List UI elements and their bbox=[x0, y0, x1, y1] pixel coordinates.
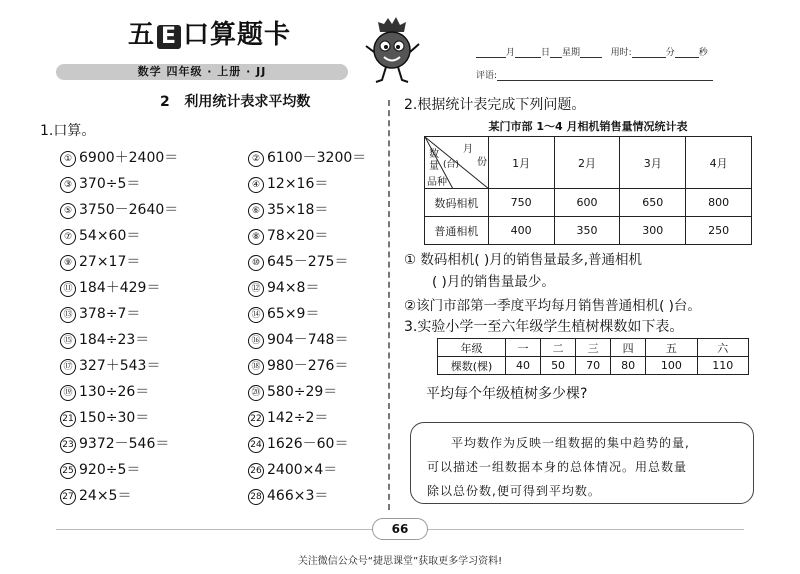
brand-e-logo: E bbox=[157, 25, 181, 49]
problem: 24 1626－60＝ bbox=[248, 434, 348, 454]
table-cell: 棵数(棵) bbox=[438, 357, 506, 375]
table-cell: 750 bbox=[488, 189, 554, 217]
month-header: 2月 bbox=[554, 137, 620, 189]
time-label: 用时: bbox=[610, 48, 632, 58]
question-2-part-1a: ① 数码相机( )月的销售量最多,普通相机 bbox=[404, 252, 643, 268]
table-cell: 80 bbox=[611, 357, 646, 375]
problem: 26 2400×4＝ bbox=[248, 460, 337, 480]
sales-table-title: 某门市部 1～4 月相机销售量情况统计表 bbox=[488, 120, 688, 133]
tip-line: 可以描述一组数据本身的总体情况。用总数量 bbox=[427, 460, 688, 474]
table-cell: 250 bbox=[686, 217, 752, 245]
tip-line: 除以总份数,便可得到平均数。 bbox=[427, 484, 601, 498]
table-cell: 600 bbox=[554, 189, 620, 217]
table-cell: 70 bbox=[576, 357, 611, 375]
minute-blank[interactable] bbox=[632, 48, 666, 58]
table-header-row bbox=[438, 339, 749, 357]
table-cell: 100 bbox=[646, 357, 697, 375]
problem: ⑲ 130÷26＝ bbox=[60, 382, 149, 402]
comment-field bbox=[476, 68, 713, 81]
question-3-prompt: 平均每个年级植树多少棵? bbox=[426, 386, 588, 402]
problem: ⑨ 27×17＝ bbox=[60, 252, 140, 272]
table-row bbox=[425, 217, 752, 245]
table-cell: 650 bbox=[620, 189, 686, 217]
problem: 21 150÷30＝ bbox=[60, 408, 149, 428]
tip-box bbox=[410, 422, 754, 504]
table-row bbox=[425, 189, 752, 217]
weekday-blank[interactable] bbox=[580, 48, 602, 58]
brand-post: 口算题卡 bbox=[183, 20, 292, 50]
table-cell: 800 bbox=[686, 189, 752, 217]
problem: ① 6900＋2400＝ bbox=[60, 148, 178, 168]
table-cell: 110 bbox=[697, 357, 748, 375]
table-cell: 300 bbox=[620, 217, 686, 245]
problem: 25 920÷5＝ bbox=[60, 460, 140, 480]
problem: ⑭ 65×9＝ bbox=[248, 304, 319, 324]
grade-band: 数学 四年级 · 上册 · JJ bbox=[56, 64, 348, 80]
problem: ⑧ 78×20＝ bbox=[248, 226, 328, 246]
row-label: 普通相机 bbox=[425, 217, 489, 245]
day-blank[interactable] bbox=[515, 48, 541, 58]
problem: 27 24×5＝ bbox=[60, 486, 131, 506]
problem: ⑬ 378÷7＝ bbox=[60, 304, 140, 324]
question-3-title: 3.实验小学一至六年级学生植树棵数如下表。 bbox=[404, 319, 684, 335]
question-2-title: 2.根据统计表完成下列问题。 bbox=[404, 97, 586, 113]
problem: ⑩ 645－275＝ bbox=[248, 252, 348, 272]
tip-line: 平均数作为反映一组数据的集中趋势的量, bbox=[451, 436, 690, 450]
problem: ⑦ 54×60＝ bbox=[60, 226, 140, 246]
problem: ⑮ 184÷23＝ bbox=[60, 330, 149, 350]
problem: ⑤ 3750－2640＝ bbox=[60, 200, 178, 220]
brand-pre: 五 bbox=[128, 20, 156, 50]
page-number: 66 bbox=[372, 518, 428, 540]
tree-table bbox=[437, 338, 749, 375]
sales-table bbox=[424, 136, 752, 245]
month-blank[interactable] bbox=[476, 48, 506, 58]
problem: ⑯ 904－748＝ bbox=[248, 330, 348, 350]
problem: 23 9372－546＝ bbox=[60, 434, 169, 454]
question-1-title: 1.口算。 bbox=[40, 123, 96, 139]
problem: ⑰ 327＋543＝ bbox=[60, 356, 160, 376]
question-2-part-2: ②该门市部第一季度平均每月销售普通相机( )台。 bbox=[404, 298, 701, 314]
problem: ⑱ 980－276＝ bbox=[248, 356, 348, 376]
table-cell: 四 bbox=[611, 339, 646, 357]
month-header: 1月 bbox=[488, 137, 554, 189]
comment-blank[interactable] bbox=[497, 71, 713, 81]
table-corner-cell: 月 数 份 量 (台) 品种 bbox=[425, 137, 489, 189]
table-cell: 一 bbox=[506, 339, 541, 357]
mascot-icon bbox=[362, 16, 422, 86]
date-fields: 月 日 星期 用时: 分 秒 bbox=[476, 45, 708, 58]
question-2-part-1b: ( )月的销售量最少。 bbox=[432, 274, 555, 290]
problem: ⑳ 580÷29＝ bbox=[248, 382, 337, 402]
problem: 28 466×3＝ bbox=[248, 486, 328, 506]
table-cell: 350 bbox=[554, 217, 620, 245]
table-cell: 三 bbox=[576, 339, 611, 357]
table-cell: 五 bbox=[646, 339, 697, 357]
row-label: 数码相机 bbox=[425, 189, 489, 217]
table-cell: 400 bbox=[488, 217, 554, 245]
month-header: 3月 bbox=[620, 137, 686, 189]
comment-label: 评语: bbox=[476, 71, 498, 81]
table-cell: 年级 bbox=[438, 339, 506, 357]
problem: ⑥ 35×18＝ bbox=[248, 200, 328, 220]
lesson-title: 2 利用统计表求平均数 bbox=[160, 94, 311, 110]
problem: ⑪ 184＋429＝ bbox=[60, 278, 160, 298]
table-cell: 40 bbox=[506, 357, 541, 375]
problem: ③ 370÷5＝ bbox=[60, 174, 140, 194]
footer-promo: 关注微信公众号“捷思课堂”获取更多学习资料! bbox=[297, 556, 503, 567]
table-row bbox=[438, 357, 749, 375]
problem: ⑫ 94×8＝ bbox=[248, 278, 319, 298]
problem: 22 142÷2＝ bbox=[248, 408, 328, 428]
table-cell: 六 bbox=[697, 339, 748, 357]
column-divider bbox=[388, 100, 390, 510]
brand-title bbox=[128, 14, 291, 51]
table-cell: 二 bbox=[541, 339, 576, 357]
second-blank[interactable] bbox=[675, 48, 699, 58]
problem: ② 6100－3200＝ bbox=[248, 148, 366, 168]
month-header: 4月 bbox=[686, 137, 752, 189]
table-header-row bbox=[425, 137, 752, 189]
table-cell: 50 bbox=[541, 357, 576, 375]
problem: ④ 12×16＝ bbox=[248, 174, 328, 194]
